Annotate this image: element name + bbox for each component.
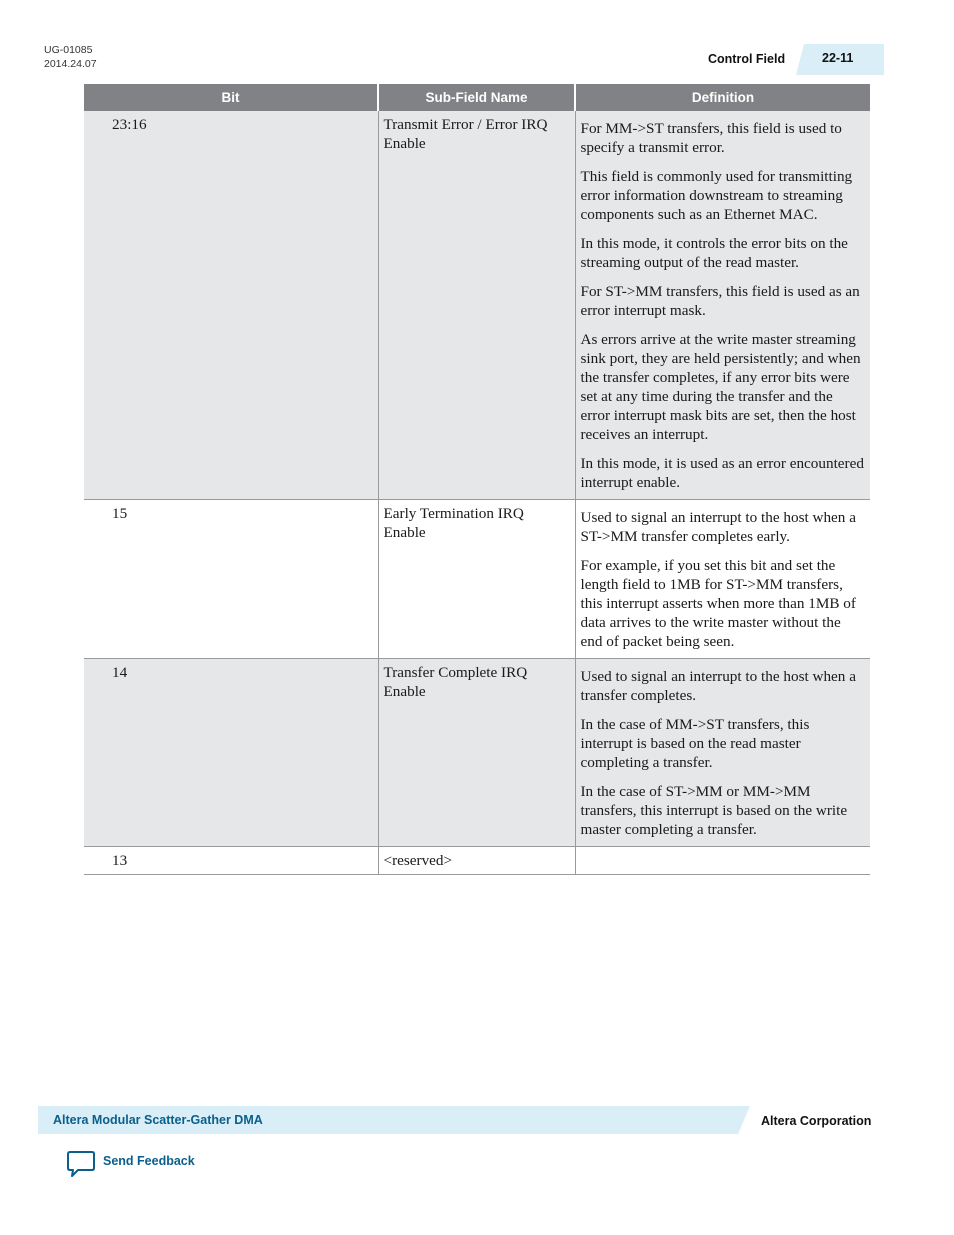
control-field-table [84, 84, 870, 875]
page-number: 22-11 [822, 51, 854, 65]
table-row [84, 659, 870, 847]
bit-cell: 15 [84, 500, 378, 659]
document-id-block [44, 43, 97, 71]
send-feedback-label[interactable]: Send Feedback [103, 1154, 195, 1168]
footer-document-title: Altera Modular Scatter-Gather DMA [53, 1113, 263, 1127]
speech-bubble-icon[interactable] [66, 1150, 96, 1178]
sub-field-name-cell: <reserved> [378, 847, 575, 875]
bit-cell: 14 [84, 659, 378, 847]
column-header-sub-field-name: Sub-Field Name [378, 84, 575, 111]
section-title: Control Field [708, 52, 786, 66]
sub-field-name-cell: Early Termination IRQ Enable [378, 500, 575, 659]
definition-cell [575, 847, 870, 875]
definition-paragraph: In the case of MM->ST transfers, this interrupt is based on the read master completing a transfer. [580, 716, 810, 771]
table-row [84, 111, 870, 500]
definition-cell [575, 111, 870, 500]
page-number-tab [796, 44, 884, 75]
definition-paragraph: For MM->ST transfers, this field is used to specify a transmit error. [580, 120, 842, 156]
definition-paragraph: Used to signal an interrupt to the host when a ST->MM transfer completes early. [580, 509, 856, 545]
column-header-bit: Bit [84, 84, 378, 111]
document-date: 2014.24.07 [44, 58, 97, 70]
definition-paragraph: This field is commonly used for transmitting error information downstream to streaming components such as an Ethernet MAC. [580, 168, 853, 223]
definition-paragraph: As errors arrive at the write master streaming sink port, they are held persistently; and when the transfer completes, if any error bits were set at any time during the transfer and the error interrupt mask bits are set, then the host receives an interrupt. [580, 331, 861, 443]
definition-paragraph: For example, if you set this bit and set the length field to 1MB for ST->MM transfers, this interrupt asserts when more than 1MB of data arrives to the write master without the end of packet being seen. [580, 557, 856, 650]
bit-cell: 13 [84, 847, 378, 875]
sub-field-name-cell: Transfer Complete IRQ Enable [378, 659, 575, 847]
document-id: UG-01085 [44, 44, 93, 56]
definition-paragraph: For ST->MM transfers, this field is used as an error interrupt mask. [580, 283, 860, 319]
footer-company: Altera Corporation [761, 1114, 872, 1128]
definition-cell [575, 659, 870, 847]
definition-paragraph: In the case of ST->MM or MM->MM transfers, this interrupt is based on the write master completing a transfer. [580, 783, 848, 838]
bit-cell: 23:16 [84, 111, 378, 500]
table-row [84, 847, 870, 875]
definition-cell [575, 500, 870, 659]
sub-field-name-cell: Transmit Error / Error IRQ Enable [378, 111, 575, 500]
footer-band [38, 1106, 750, 1134]
definition-paragraph: Used to signal an interrupt to the host when a transfer completes. [580, 668, 856, 704]
definition-paragraph: In this mode, it controls the error bits on the streaming output of the read master. [580, 235, 848, 271]
definition-paragraph: In this mode, it is used as an error encountered interrupt enable. [580, 455, 864, 491]
column-header-definition: Definition [575, 84, 870, 111]
table-header-row [84, 84, 870, 111]
table-row [84, 500, 870, 659]
